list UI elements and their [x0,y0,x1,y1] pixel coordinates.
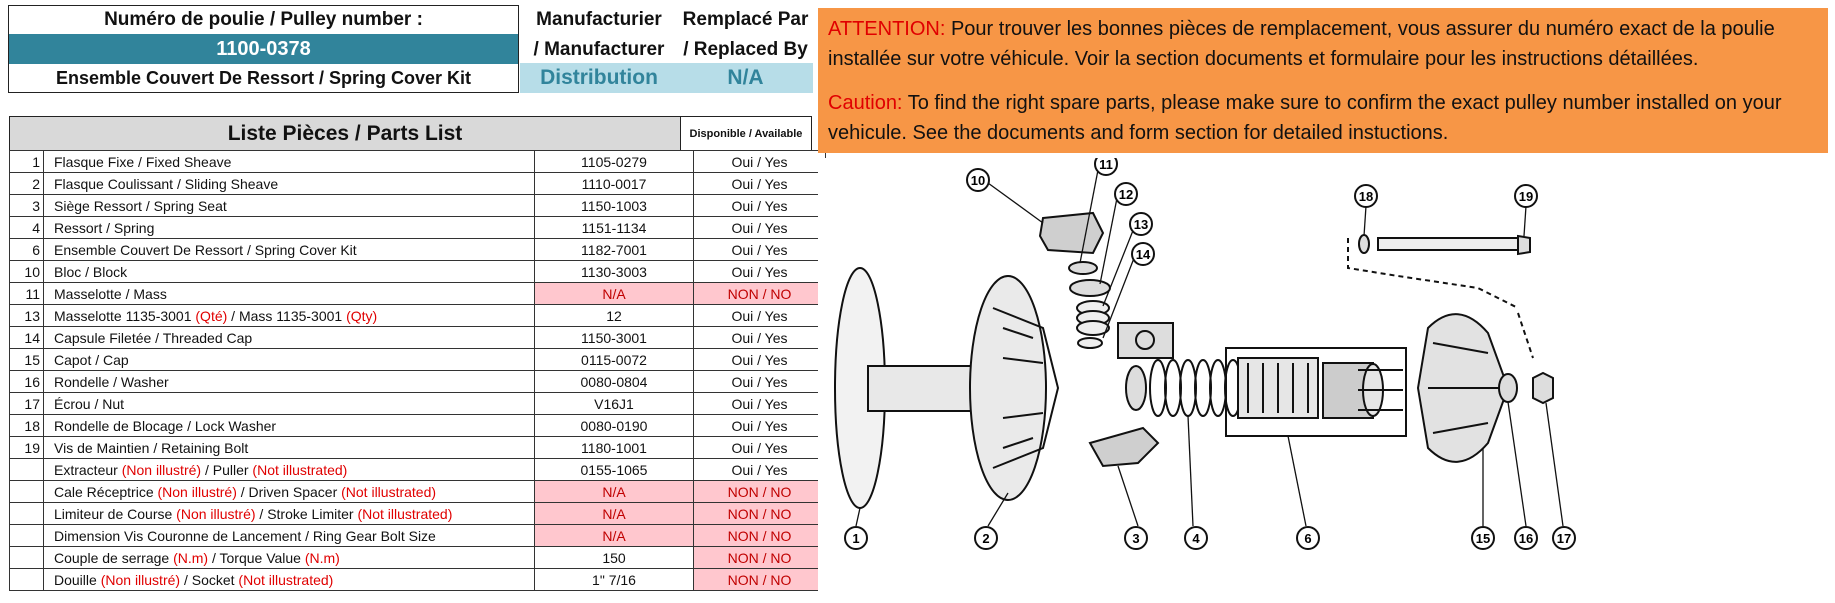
callout-19 [1515,185,1537,207]
part-description: Masselotte / Mass [44,283,535,305]
svg-text:16: 16 [1518,531,1534,546]
part-availability: Oui / Yes [694,327,826,349]
part-availability: NON / NO [694,547,826,569]
callout-10 [967,169,989,191]
replaced-by-value: N/A [678,63,813,93]
part-description: Ressort / Spring [44,217,535,239]
part-number: 2 [10,173,44,195]
part-availability: Oui / Yes [694,349,826,371]
part-code: 1" 7/16 [535,569,694,591]
svg-text:13: 13 [1133,217,1149,232]
part-availability: Oui / Yes [694,173,826,195]
exploded-diagram [818,158,1828,598]
part-number: 13 [10,305,44,327]
part-number [10,547,44,569]
available-heading: Disponible / Available [681,116,812,151]
part-description: Capsule Filetée / Threaded Cap [44,327,535,349]
part-code: 12 [535,305,694,327]
table-row [10,261,826,283]
nut-part [1533,373,1553,403]
attention-notice [818,8,1828,153]
table-row [10,305,826,327]
part-code: 1180-1001 [535,437,694,459]
callout-16 [1515,527,1537,549]
part-description: Capot / Cap [44,349,535,371]
parts-table [9,150,826,591]
manufacturer-heading: Manufacturier / Manufacturer [533,9,665,60]
table-row [10,371,826,393]
part-availability: Oui / Yes [694,393,826,415]
table-row [10,217,826,239]
part-availability: Oui / Yes [694,195,826,217]
part-description: Masselotte 1135-3001 (Qté) / Mass 1135-3001 (Qty) [44,305,535,327]
sliding-sheave-part [970,276,1046,500]
part-number: 3 [10,195,44,217]
manufacturer-value: Distribution [520,63,678,93]
table-row [10,151,826,173]
part-availability: NON / NO [694,525,826,547]
part-description: Douille (Non illustré) / Socket (Not illustrated) [44,569,535,591]
part-description: Bloc / Block [44,261,535,283]
part-description: Rondelle de Blocage / Lock Washer [44,415,535,437]
callout-1 [845,527,867,549]
part-code: N/A [535,481,694,503]
part-code: 1150-1003 [535,195,694,217]
part-code: 1110-0017 [535,173,694,195]
table-row [10,349,826,371]
part-availability: NON / NO [694,481,826,503]
block-part [1040,213,1103,253]
part-availability: Oui / Yes [694,261,826,283]
part-number: 16 [10,371,44,393]
part-availability: Oui / Yes [694,217,826,239]
table-row [10,437,826,459]
part-number: 15 [10,349,44,371]
table-row [10,547,826,569]
callout-3 [1125,527,1147,549]
attention-french: ATTENTION: Pour trouver les bonnes pièces de remplacement, vous assurer du numéro exact de la poulie installée sur votre véhicule. Voir la section documents et formulaire pour les instructions détaillées. [828,18,1775,70]
washer-part [1499,374,1517,402]
part-description: Rondelle / Washer [44,371,535,393]
callout-15 [1472,527,1494,549]
part-code: 1182-7001 [535,239,694,261]
part-code: 1150-3001 [535,327,694,349]
callout-12 [1115,183,1137,205]
svg-text:17: 17 [1556,531,1572,546]
retaining-bolt-part [1378,238,1518,250]
callout-17 [1553,527,1575,549]
svg-text:14: 14 [1135,247,1151,262]
part-description: Flasque Fixe / Fixed Sheave [44,151,535,173]
table-row [10,239,826,261]
part-number: 6 [10,239,44,261]
svg-text:18: 18 [1358,189,1374,204]
part-number [10,459,44,481]
attention-english: Caution: To find the right spare parts, please make sure to confirm the exact pulley number installed on your vehicule. See the documents and form section for detailed instuctions. [828,92,1782,144]
table-row [10,283,826,305]
part-availability: NON / NO [694,283,826,305]
part-description: Ensemble Couvert De Ressort / Spring Cover Kit [44,239,535,261]
parts-list-title: Liste Pièces / Parts List [9,116,681,151]
part-code: N/A [535,525,694,547]
svg-text:2: 2 [982,531,990,546]
table-row [10,503,826,525]
part-availability: Oui / Yes [694,151,826,173]
part-description: Cale Réceptrice (Non illustré) / Driven Spacer (Not illustrated) [44,481,535,503]
replaced-by-heading: Remplacé Par / Replaced By [682,9,809,60]
part-availability: Oui / Yes [694,239,826,261]
callout-6 [1297,527,1319,549]
pulley-header [8,5,519,93]
pulley-number-label: Numéro de poulie / Pulley number : [104,9,423,30]
part-code: V16J1 [535,393,694,415]
part-code: 0115-0072 [535,349,694,371]
part-number [10,525,44,547]
part-description: Extracteur (Non illustré) / Puller (Not illustrated) [44,459,535,481]
table-row [10,569,826,591]
part-availability: Oui / Yes [694,437,826,459]
part-description: Écrou / Nut [44,393,535,415]
svg-text:19: 19 [1518,189,1534,204]
svg-text:15: 15 [1475,531,1491,546]
part-number [10,569,44,591]
part-number: 14 [10,327,44,349]
part-number: 4 [10,217,44,239]
part-availability: NON / NO [694,503,826,525]
part-availability: NON / NO [694,569,826,591]
part-availability: Oui / Yes [694,371,826,393]
table-row [10,393,826,415]
table-row [10,415,826,437]
part-availability: Oui / Yes [694,305,826,327]
part-code: N/A [535,283,694,305]
spring-seat-part [1090,428,1158,466]
part-code: 1151-1134 [535,217,694,239]
part-description: Flasque Coulissant / Sliding Sheave [44,173,535,195]
callout-14 [1132,243,1154,265]
part-number [10,503,44,525]
svg-text:12: 12 [1118,187,1134,202]
svg-text:1: 1 [852,531,860,546]
svg-text:3: 3 [1132,531,1140,546]
pulley-number-value: 1100-0378 [9,34,518,64]
part-description: Siège Ressort / Spring Seat [44,195,535,217]
part-number: 1 [10,151,44,173]
part-code: 1105-0279 [535,151,694,173]
part-code: 150 [535,547,694,569]
table-row [10,459,826,481]
part-code: 0080-0190 [535,415,694,437]
part-number: 11 [10,283,44,305]
svg-text:6: 6 [1304,531,1312,546]
table-row [10,195,826,217]
callout-4 [1185,527,1207,549]
pulley-diagram-svg [818,158,1828,598]
part-code: 0080-0804 [535,371,694,393]
part-code: 1130-3003 [535,261,694,283]
part-number: 17 [10,393,44,415]
part-number: 19 [10,437,44,459]
part-description: Dimension Vis Couronne de Lancement / Ring Gear Bolt Size [44,525,535,547]
callout-2 [975,527,997,549]
kit-name: Ensemble Couvert De Ressort / Spring Cover Kit [55,68,472,88]
part-description: Couple de serrage (N.m) / Torque Value (N.m) [44,547,535,569]
table-row [10,173,826,195]
spring-seat-ring [1126,366,1146,410]
table-row [10,525,826,547]
spring-part [1150,360,1241,416]
callout-11 [1095,158,1117,175]
table-row [10,481,826,503]
part-number [10,481,44,503]
svg-text:10: 10 [970,173,986,188]
svg-text:4: 4 [1192,531,1200,546]
part-code: 0155-1065 [535,459,694,481]
svg-text:11: 11 [1099,158,1113,172]
part-availability: Oui / Yes [694,459,826,481]
part-availability: Oui / Yes [694,415,826,437]
callout-13 [1130,213,1152,235]
part-number: 10 [10,261,44,283]
part-description: Limiteur de Course (Non illustré) / Stroke Limiter (Not illustrated) [44,503,535,525]
threaded-cap-part [1118,323,1173,358]
callout-18 [1355,185,1377,207]
part-code: N/A [535,503,694,525]
part-description: Vis de Maintien / Retaining Bolt [44,437,535,459]
table-row [10,327,826,349]
part-number: 18 [10,415,44,437]
